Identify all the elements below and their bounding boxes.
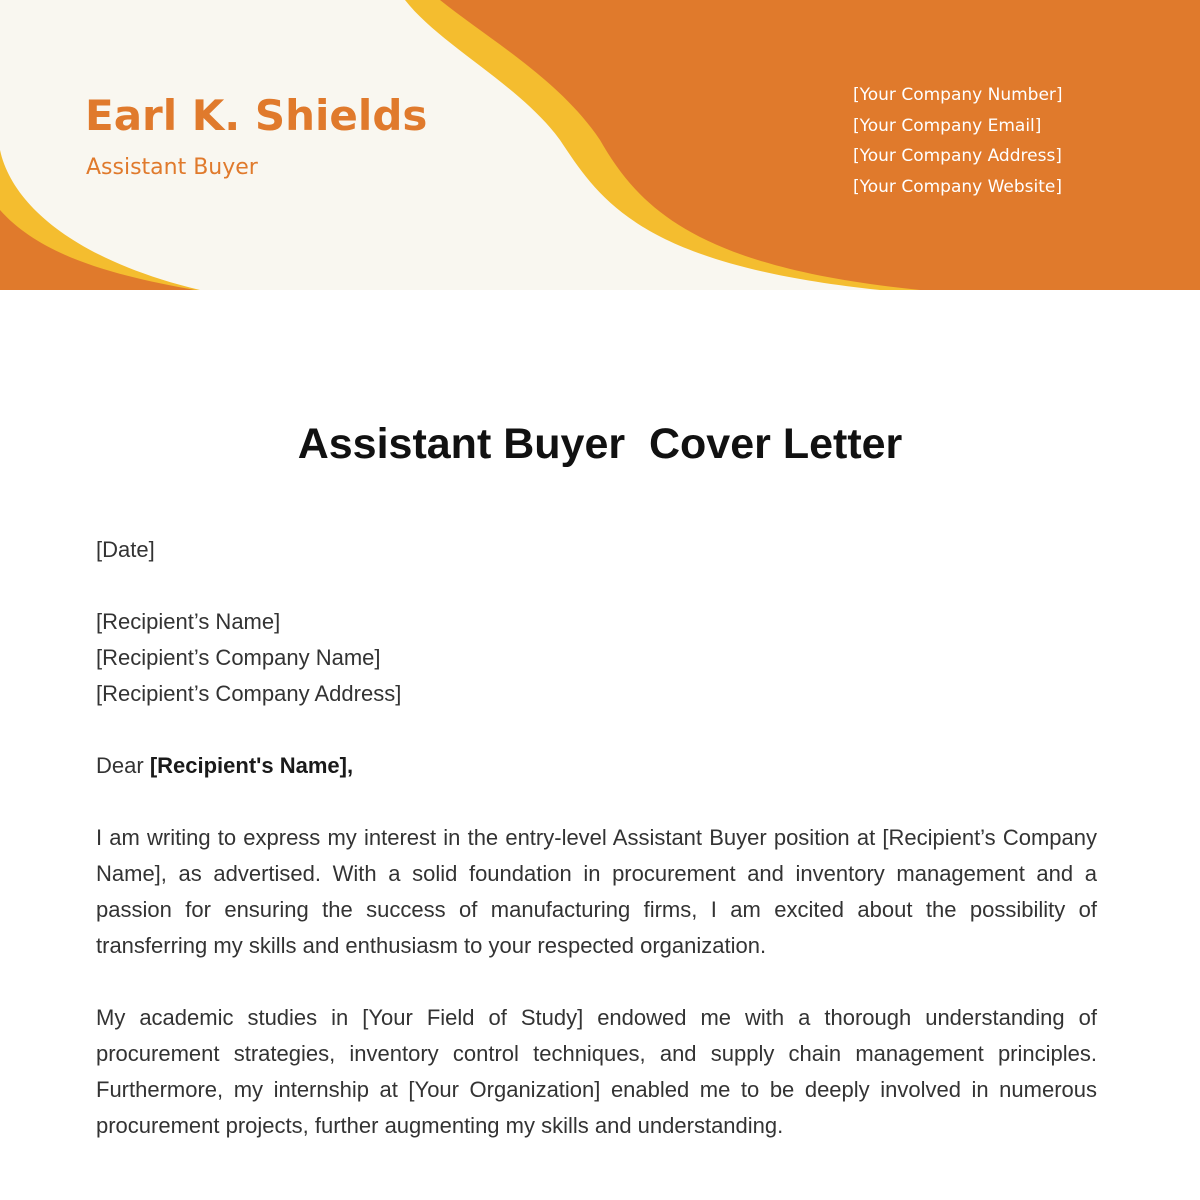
recipient-block bbox=[96, 604, 1097, 712]
company-email: [Your Company Email] bbox=[853, 115, 1042, 136]
body-paragraph-1: I am writing to express my interest in the entry-level Assistant Buyer position at [Recipient’s Company Name], as advertised. With a solid foundation in procurement and inventory management and a passion for ensuring the success of manufacturing firms, I am excited about the possibility of transferring my skills and enthusiasm to your respected organization. bbox=[96, 825, 1097, 958]
document-title: Assistant Buyer Cover Letter bbox=[297, 420, 903, 468]
company-number: [Your Company Number] bbox=[853, 85, 1063, 105]
body-paragraph-2: My academic studies in [Your Field of Study] endowed me with a thorough understanding of procurement strategies, inventory control techniques, and supply chain management principles. Furthermore, my internship at [Your Organization] enabled me to be deeply involved in numerous procurement projects, further augmenting my skills and understanding. bbox=[96, 1005, 1097, 1138]
salutation-recipient: [Recipient's Name], bbox=[149, 753, 354, 778]
recipient-company-name: [Recipient’s Company Name] bbox=[96, 645, 381, 670]
sender-name: Earl K. Shields bbox=[85, 91, 428, 140]
salutation-prefix: Dear bbox=[96, 753, 144, 778]
letter-date: [Date] bbox=[96, 537, 155, 562]
recipient-name: [Recipient’s Name] bbox=[96, 609, 281, 634]
company-website: [Your Company Website] bbox=[853, 176, 1063, 197]
sender-job-title: Assistant Buyer bbox=[86, 155, 258, 180]
letter-body bbox=[96, 532, 1097, 1180]
salutation bbox=[96, 748, 1097, 784]
company-contact-list bbox=[853, 80, 1063, 202]
company-address: [Your Company Address] bbox=[853, 146, 1062, 166]
letterhead bbox=[0, 0, 1200, 290]
recipient-company-address: [Recipient’s Company Address] bbox=[96, 681, 402, 706]
